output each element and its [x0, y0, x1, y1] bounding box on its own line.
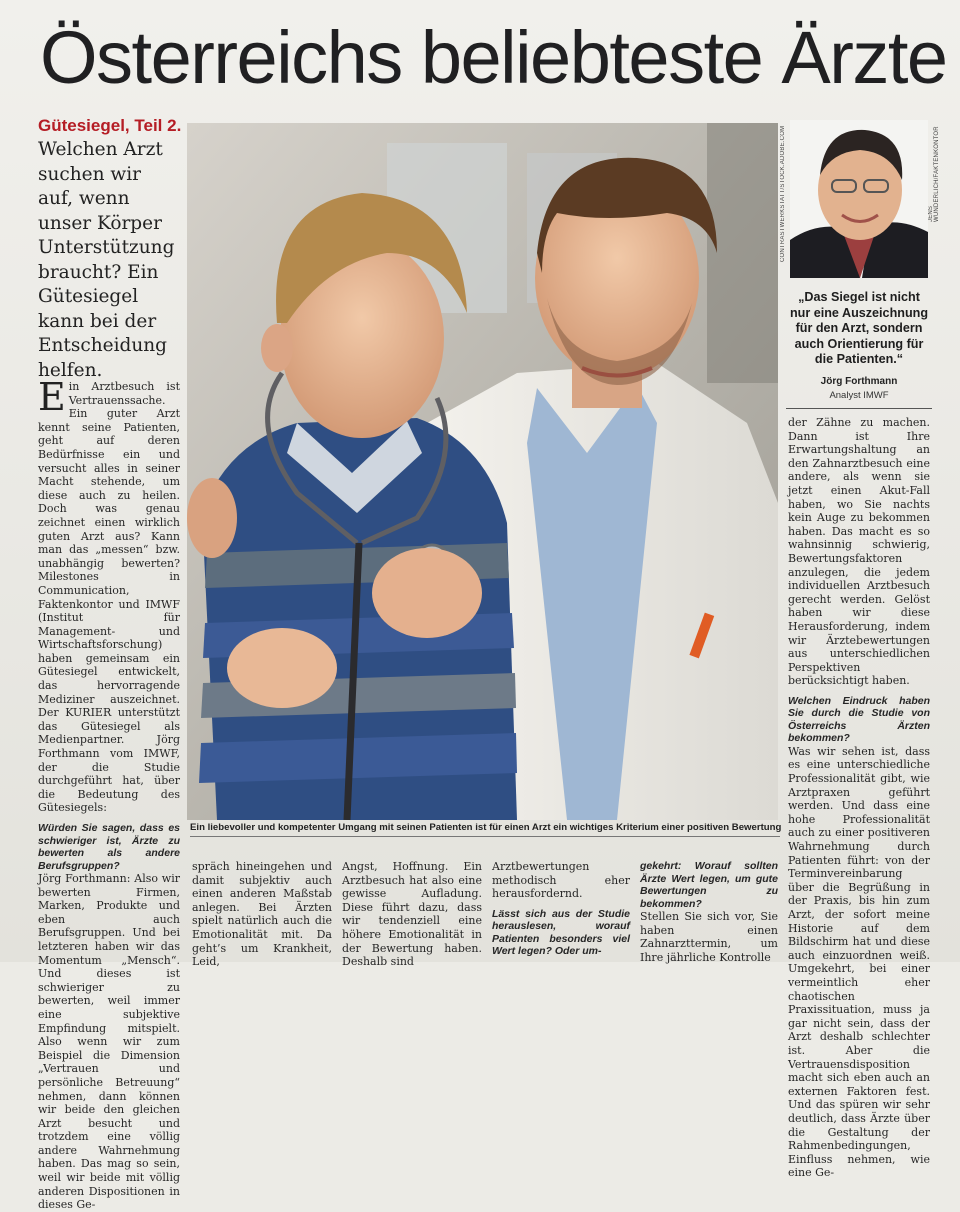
- body-paragraph: Jörg Forthmann: Also wir bewerten Firmen, Marken, Produkte und eben auch Berufsgruppen. Und bei letzteren haben wir das Momentum „Mensch“. Und dieses ist schwieriger zu bewerten, weil immer eine subjektive Empfindung mitspielt. Also wenn wir zum Beispiel die Dimension „Vertrauen und persönliche Betreuung“ nehmen, dann können wir beide den gleichen Arzt besucht und trotzdem eine völlig andere Wahrnehmung haben. Das mag so sein, weil wir beide mit völlig anderen Dispositionen in dieses Ge-: [38, 872, 180, 1212]
- body-paragraph: Stellen Sie sich vor, Sie haben einen Zahnarzttermin, um Ihre jährliche Kontrolle: [640, 910, 778, 964]
- doctor-child-photo: [187, 123, 778, 820]
- bottom-column: [640, 860, 778, 964]
- right-column: [788, 416, 930, 1180]
- bottom-column: [342, 860, 482, 969]
- interview-question: Würden Sie sagen, dass es schwieriger ist, Ärzte zu bewerten als andere Berufsgruppen?: [38, 822, 180, 872]
- body-paragraph: Angst, Hoffnung. Ein Arztbesuch hat also eine gewisse Aufladung. Diese führt dazu, dass wir tendenziell eine höhere Emotionalität in der Bewertung haben. Deshalb sind: [342, 860, 482, 969]
- photo-caption: Ein liebevoller und kompetenter Umgang mit seinen Patienten ist für einen Arzt ein wichtiges Kriterium einer positiven Bewertung: [190, 822, 780, 837]
- quote-name: Jörg Forthmann: [820, 376, 898, 387]
- portrait-photo: [790, 120, 928, 278]
- bottom-column: [492, 860, 630, 958]
- intro-text: Welchen Arzt suchen wir auf, wenn unser Körper Unterstützung braucht? Ein Gütesiegel kann bei der Entscheidung helfen.: [38, 139, 175, 381]
- body-paragraph: Was wir sehen ist, dass es eine unterschiedliche Professionalität gibt, wie Arztpraxen geführt werden. Und dass eine hohe Professionalität auch zu einer positiveren Wahrnehmung durch Patienten führt: von der Terminvereinbarung über die Begrüßung in der Praxis, bis hin zum Arzt, der sofort meine Historie auf dem Bildschirm hat und diese auch einzuordnen weiß. Umgekehrt, bei einer vermeintlich eher chaotischen Praxissituation, muss ja gar nicht sein, dass der Arzt deshalb schlechter ist. Aber die Vertrauensdisposition macht sich eben auch an externen Faktoren fest. Und das spüren wir sehr deutlich, dass Ärzte über die Gestaltung der Rahmenbedingungen, Einfluss nehmen, wie eine Ge-: [788, 744, 930, 1180]
- body-paragraph: in Arztbesuch ist Vertrauenssache. Ein guter Arzt kennt seine Patienten, geht auf deren Bedürfnisse ein und versucht alles in seiner Macht stehende, um diese auch zu heilen. Doch was genau zeichnet einen wirklich guten Arzt aus? Kann man das „messen“ bzw. unabhängig bewerten? Milestones in Communication, Faktenkontor und IMWF (Institut für Management- und Wirtschaftsforschung) haben gemeinsam ein Gütesiegel entwickelt, das hervorragende Mediziner auszeichnet. Der KURIER unterstützt das Gütesiegel als Medienpartner. Jörg Forthmann vom IMWF, der die Studie durchgeführt hat, über die Bedeutung des Gütesiegels:: [38, 380, 180, 815]
- quote-role: Analyst IMWF: [829, 390, 889, 401]
- body-paragraph: Arztbewertungen methodisch eher herausfordernd.: [492, 860, 630, 901]
- interview-question: gekehrt: Worauf sollten Ärzte Wert legen, um gute Bewertungen zu bekommen?: [640, 860, 778, 910]
- bottom-column: [192, 860, 332, 969]
- divider: [786, 408, 932, 409]
- interview-question: Lässt sich aus der Studie herauslesen, worauf Patienten besonders viel Wert legen? Oder um-: [492, 907, 630, 958]
- headline: Österreichs beliebteste Ärzte: [40, 16, 947, 99]
- left-column: [38, 375, 180, 1212]
- body-paragraph: der Zähne zu machen. Dann ist Ihre Erwartungshaltung an den Zahnarztbesuch eine andere, als wenn sie jetzt einen Akut-Fall haben, wo Sie nachts kein Auge zu bekommen haben. Das macht es so wahnsinnig schwierig, Bewertungsfaktoren anzulegen, die jedem individuellen Arztbesuch gerecht werden. Gelöst haben wir diese Herausforderung, indem wir Ärztebewertungen aus unterschiedlichen Perspektiven berücksichtigt haben.: [788, 416, 930, 688]
- interview-question: Welchen Eindruck haben Sie durch die Studie von Österreichs Ärzten bekommen?: [788, 694, 930, 745]
- pull-quote: „Das Siegel ist nicht nur eine Auszeichnung für den Arzt, sondern auch Orientierung für die Patienten.“: [789, 290, 929, 366]
- dropcap: E: [38, 375, 66, 419]
- body-paragraph: spräch hineingehen und damit subjektiv auch einen anderen Maßstab anlegen. Bei Ärzten spielt natürlich auch die Emotionalität mit. Da geht’s um Krankheit, Leid,: [192, 860, 332, 969]
- kicker: Gütesiegel, Teil 2.: [38, 116, 182, 135]
- photo-credit: CONTRASTWERKSTATT/STOCK.ADOBE.COM: [780, 125, 786, 262]
- portrait-credit: JENS WUNDERLICH/FAKTENKONTOR: [928, 126, 940, 222]
